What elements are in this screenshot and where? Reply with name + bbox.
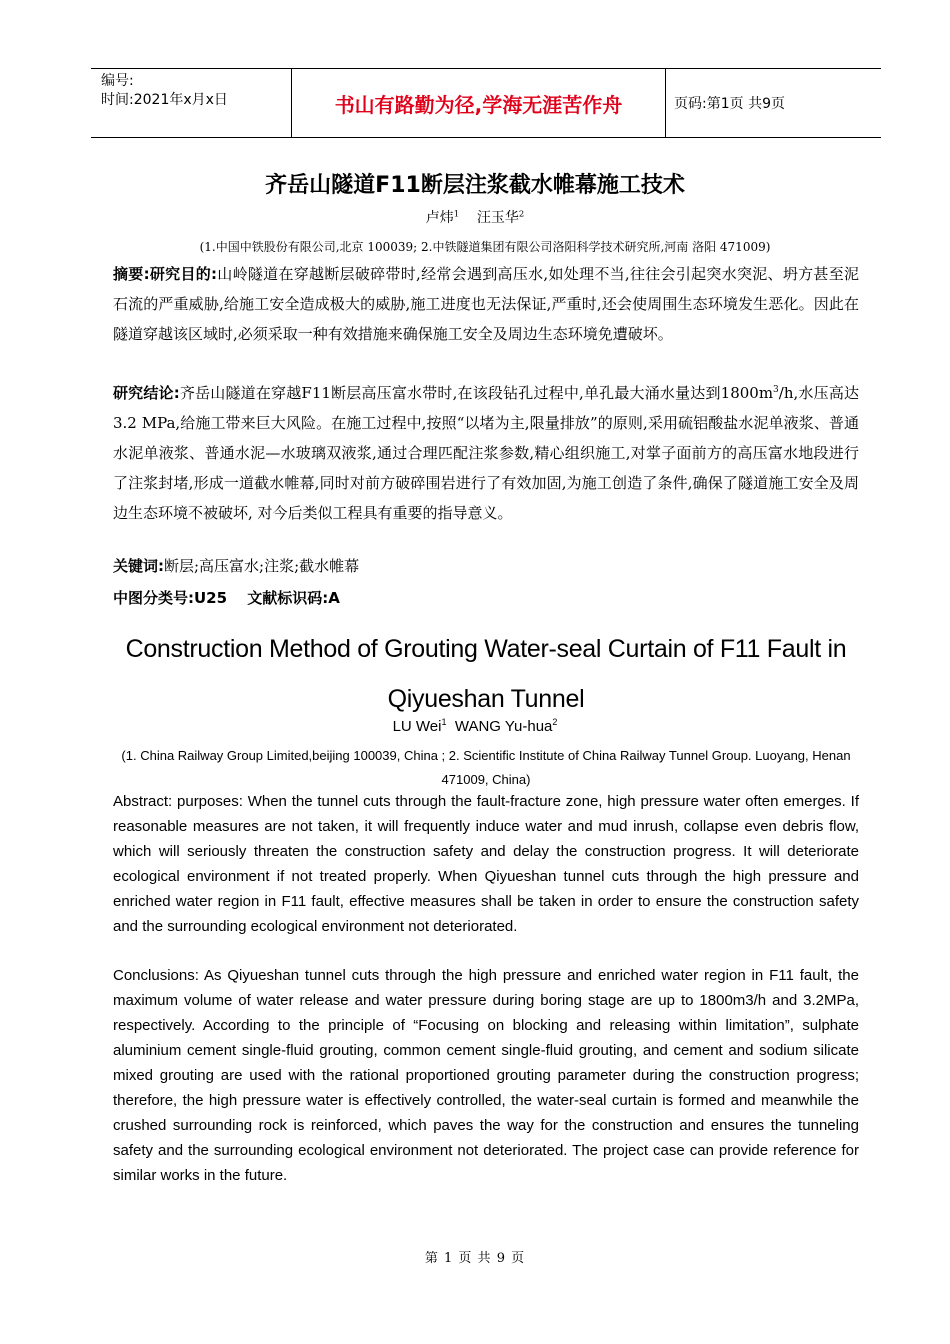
abstract-en-label: Abstract: purposes:: [113, 793, 243, 810]
author-1-sup: 1: [453, 208, 460, 219]
author-en-1: LU Wei: [392, 718, 442, 735]
document-time: 时间:2021年x月x日: [101, 92, 228, 108]
author-en-1-sup: 1: [441, 717, 447, 727]
authors-chinese: [0, 207, 950, 227]
page-header: [91, 68, 881, 138]
header-slogan: 书山有路勤为径,学海无涯苦作舟: [292, 69, 666, 137]
document-number: 编号:: [101, 73, 134, 89]
abstract-label: 摘要:研究目的:: [113, 265, 218, 283]
abstract-chinese: [113, 259, 859, 349]
affiliations-english: (1. China Railway Group Limited,beijing 100039, China ; 2. Scientific Institute of China Railway Tunnel Group. Luoyang, Henan 471009, China): [121, 748, 851, 787]
header-page-number: 页码:第1页 共9页: [674, 96, 785, 112]
keywords-text: 断层;高压富水;注浆;截水帷幕: [164, 557, 360, 575]
keywords-label: 关键词:: [113, 557, 164, 575]
header-meta: [91, 69, 292, 137]
classification-chinese: 中图分类号:U25 文献标识码:A: [113, 589, 340, 607]
affiliations-chinese: (1.中国中铁股份有限公司,北京 100039; 2.中铁隧道集团有限公司洛阳科学技术研究所,河南 洛阳 471009): [199, 240, 771, 254]
page-footer: 第 1 页 共 9 页: [424, 1251, 526, 1266]
conclusion-en-label: Conclusions: [113, 967, 195, 984]
conclusion-english: [113, 963, 859, 1188]
keywords-chinese: [113, 551, 859, 581]
author-en-2-sup: 2: [552, 717, 558, 727]
conclusion-sup: 3: [773, 385, 779, 395]
abstract-english: [113, 789, 859, 939]
conclusion-en-text: : As Qiyueshan tunnel cuts through the high pressure and enriched water region in F11 fault, the maximum volume of water release and water pressure during boring stage are up to 1800m3/h and 3.2MPa, respectively. According to the principle of “Focusing on blocking and releasing within limitation”, sulphate aluminium cement single-fluid grouting, common cement single-fluid grouting, and cement and sodium silicate mixed grouting are used with the rational proportioned grouting parameter during the construction progress; therefore, the high pressure water is effectively controlled, the water-seal curtain is formed and meanwhile the crushed surrounding rock is reinforced, which paves the way for the construction and ensures the tunneling safety and the surrounding ecological environment not deteriorated. The project case can provide reference for similar works in the future.: [113, 967, 859, 1184]
author-2-sup: 2: [518, 208, 525, 219]
title-chinese: 齐岳山隧道F11断层注浆截水帷幕施工技术: [265, 173, 685, 198]
abstract-text: 山岭隧道在穿越断层破碎带时,经常会遇到高压水,如处理不当,往往会引起突水突泥、坍方甚至泥石流的严重威胁,给施工安全造成极大的威胁,施工进度也无法保证,严重时,还会使周围生态环境发生恶化。因此在隧道穿越该区域时,必须采取一种有效措施来确保施工安全及周边生态环境免遭破坏。: [113, 265, 859, 343]
author-en-2: WANG Yu-hua: [454, 718, 553, 735]
author-2: 汪玉华: [476, 210, 519, 226]
title-english: Construction Method of Grouting Water-seal Curtain of F11 Fault in Qiyueshan Tunnel: [125, 635, 847, 713]
conclusion-chinese: [113, 378, 859, 528]
conclusion-text-1: 齐岳山隧道在穿越F11断层高压富水带时,在该段钻孔过程中,单孔最大涌水量达到1800m: [179, 384, 774, 402]
authors-english: [0, 718, 950, 735]
conclusion-label: 研究结论:: [113, 384, 180, 402]
author-1: 卢炜: [425, 210, 454, 226]
abstract-en-text: When the tunnel cuts through the fault-fracture zone, high pressure water often emerges. If reasonable measures are not taken, it will frequently induce water and mud inrush, collapse even debris flow, which will seriously threaten the construction safety and delay the construction progress. It will deteriorate ecological environment if not treated properly. When Qiyueshan tunnel cuts through the high pressure and enriched water region in F11 fault, effective measures shall be taken in order to ensure the construction safety and the surrounding ecological environment not deteriorated.: [113, 793, 859, 935]
conclusion-text-2: /h,水压高达3.2 MPa,给施工带来巨大风险。在施工过程中,按照“以堵为主,限量排放”的原则,采用硫铝酸盐水泥单液浆、普通水泥单液浆、普通水泥—水玻璃双液浆,通过合理匹配注浆参数,精心组织施工,对掌子面前方的高压富水地段进行了注浆封堵,形成一道截水帷幕,同时对前方破碎围岩进行了有效加固,为施工创造了条件,确保了隧道施工安全及周边生态环境不被破坏, 对今后类似工程具有重要的指导意义。: [113, 384, 860, 522]
